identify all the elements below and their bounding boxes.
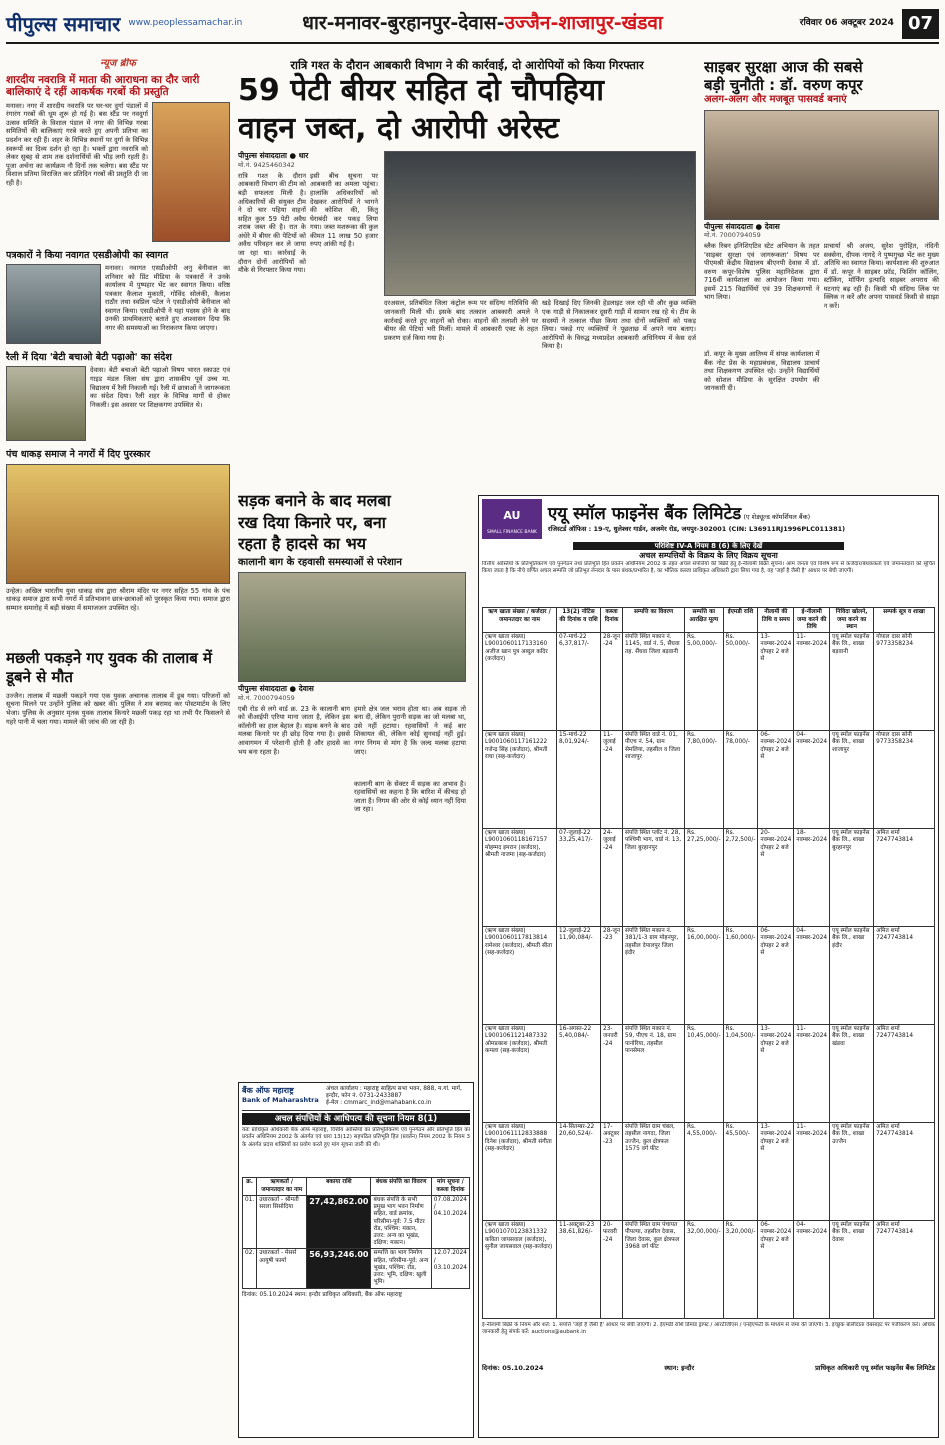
au-notice-title: अचल सम्पत्तियों के विक्रय के लिए विक्रय सूचना: [639, 551, 778, 561]
au-col: ई-नीलामी जमा करने की तिथि: [794, 608, 830, 633]
au-cell-place: एयू स्मॉल फाइनेंस बैंक लि., शाखा देवास: [830, 1221, 874, 1319]
au-cell-prop: संपत्ति स्थित मकान नं. 59, पीएच नं. 18, ग्राम पानोरिया, तहसील पानसेमल: [623, 1025, 685, 1123]
cyber-text-b: डॉ. कपूर के मुख्य आतिथ्य में संपन्न कार्यशाला में बैंक नोट प्रेस के महाप्रबंधक, विद्यालय प्राचार्य तथा शिक्षकगण उपस्थित रहे। उन्होंने विद्यार्थियों को सोशल मीडिया के सुरक्षित उपयोग की जानकारी दी।: [704, 350, 820, 393]
bom-intro: यतः प्राधिकृत अधिकारी बैंक ऑफ महाराष्ट्र, वित्तीय आस्तियों का प्रतिभूतिकरण एवं पुनर्गठन और प्रतिभूति हित का प्रवर्तन अधिनियम 2002 के अंतर्गत एवं धारा 13(12) सहपठित प्रतिभूति हित (प्रवर्तन) नियम 2002 के नियम 3 के अंतर्गत प्रदत्त शक्तियों का प्रयोग करते हुए मांग सूचना जारी की थी।: [242, 1127, 470, 1148]
rally-photo: [6, 366, 86, 441]
bom-office: अंचल कार्यालय : महाराष्ट्र साहित्य सभा भवन, 888, म.गां. मार्ग, इन्दौर, फोन नं. 0731-2433887: [326, 1086, 462, 1100]
au-rule: परिशिष्ट IV-A नियम 8 (6) के लिए देखें: [573, 542, 845, 551]
bom-amount: 27,42,862.00: [307, 1195, 371, 1249]
samaj-award-photo: [6, 464, 230, 584]
table-row: [483, 829, 935, 927]
bom-cell: बंधक संपत्ति के सभी प्रमुख भाग भवन निर्माण सहित, वार्ड क्रमांक, परिसीमा-पूर्व: 7.5 मीटर रोड, पश्चिम: मकान, उत्तर: अन्य का भूखंड, दक्षिण: मकान।: [371, 1195, 431, 1249]
road-subhead: कालानी बाग के रहवासी समस्याओं से परेशान: [238, 556, 402, 568]
story3-headline: रैली में दिया 'बेटी बचाओ बेटी पढ़ाओ' का संदेश: [6, 352, 172, 364]
road-text-c: कालानी बाग के सेक्टर में सड़क का अभाव है। रहवासियों का कहना है कि बारिश में कीचड़ हो जाता है। निगम की ओर से कोई ध्यान नहीं दिया जा रहा।: [354, 779, 466, 814]
au-cell-acct: (ऋण खाता संख्या) L9001061121487332 ओमप्रकाश (कर्जदार), श्रीमती कमला (सह-कर्जदार): [483, 1025, 557, 1123]
au-cell-place: एयू स्मॉल फाइनेंस बैंक लि., शाखा इंदौर: [830, 927, 874, 1025]
au-title: एयू स्मॉल फाइनेंस बैंक लिमिटेड: [547, 504, 742, 525]
au-cell-emd: Rs. 78,000/-: [723, 731, 758, 829]
au-col: ईएमडी राशि: [723, 608, 758, 633]
au-logo-sub: SMALL FINANCE BANK: [487, 530, 537, 535]
main-text-a: रात्रि गश्त के दौरान आबकारी विभाग की टीम को बड़ी सफलता मिली है। अधिकारियों की संयुक्त टीम ने दो चार पहिया वाहनों सहित कुल 59 पेटी अवैध शराब जब्त की है। रात के अंधेरे में बीयर की पेटियों को अवैध परिवहन कर ले जाया जा रहा था। कार्रवाई के दौरान दोनों आरोपियों को मौके से गिरफ्तार किया गया।: [238, 171, 306, 275]
au-cell-emd: Rs. 1,04,500/-: [723, 1025, 758, 1123]
au-cell-deposit: 11-नवम्बर-2024: [794, 1123, 830, 1221]
cities-main: धार-मनावर-बुरहानपुर-देवास-: [302, 12, 505, 35]
au-cell-contact[interactable]: अमित शर्मा 7247743814: [874, 1221, 935, 1319]
au-footer-date: दिनांक: 05.10.2024: [482, 1364, 544, 1373]
au-cell-place: एयू स्मॉल फाइनेंस बैंक लि., शाखा बड़वानी: [830, 633, 874, 731]
au-cell-acct: (ऋण खाता संख्या) L9001060117161222 गजेन्द्र सिंह (कर्जदार), श्रीमती राधा (सह-कर्जदार): [483, 731, 557, 829]
bom-col: क्र.: [243, 1178, 257, 1195]
table-row: [483, 1221, 935, 1319]
table-row: [243, 1195, 470, 1249]
au-cell-contact[interactable]: अमित शर्मा 7247743814: [874, 1123, 935, 1221]
au-col: ऋण खाता संख्या / कर्जदार / जमानतदार का नाम: [483, 608, 557, 633]
au-cell-emd: Rs. 50,000/-: [723, 633, 758, 731]
au-cell-acct: (ऋण खाता संख्या) L9001060118167157 मोहम्मद इमरान (कर्जदार), श्रीमती नाजमा (सह-कर्जदार): [483, 829, 557, 927]
story4-headline: पंच धाकड़ समाज ने नगरों में दिए पुरस्कार: [6, 449, 151, 461]
table-row: [483, 731, 935, 829]
page-number: 07: [902, 9, 939, 40]
au-reg-office: रजिस्टर्ड ऑफिस : 19-ए, धुलेश्वर गार्डन, अजमेर रोड, जयपुर-302001 (CIN: L36911RJ1996PLC011381): [547, 525, 846, 534]
au-cell-place: एयू स्मॉल फाइनेंस बैंक लि., शाखा शाजापुर: [830, 731, 874, 829]
au-cell-poss: 24-जुलाई -24: [601, 829, 623, 927]
story2-text: मनावर। नवागत एसडीओपी अनु बेनीवाल का शनिवार को प्रिंट मीडिया के पत्रकारों ने उनके कार्यालय में पुष्पहार भेंट कर स्वागत किया। वरिष्ठ पत्रकार कैलाश मुकाती, गोविंद सोलंकी, कैलाश राठौर तथा स्वप्निल पटेल ने एसडीओपी बेनीवाल को स्वागत किया। एसडीओपी ने यहां पदस्थ होने के बाद उनकी प्राथमिकताएं बताते हुए आश्वासन दिया कि नगर की समस्याओं का निराकरण किया जाएगा।: [105, 264, 230, 333]
au-cell-contact[interactable]: गोपाल दास सोनी 9773358234: [874, 731, 935, 829]
road-debris-photo: [238, 572, 466, 682]
story5-text: उज्जैन। तालाब में मछली पकड़ने गया एक युवक अचानक तालाब में डूब गया। परिजनों को सूचना मिलने पर उन्होंने पुलिस को खबर की। पुलिस ने शव बरामद कर पोस्टमार्टम के लिए भेजा। पुलिस के अनुसार मृतक युवक तालाब किनारे मछली पकड़ रहा था तभी पैर फिसलने से गहरे पानी में चला गया। मामले की जांच की जा रही है।: [6, 691, 230, 726]
cyber-workshop-photo: [704, 110, 939, 220]
story3-text: देवास। बेटी बचाओ बेटी पढ़ाओ विषय भारत स्काउट एवं गाइड मंडल जिला संघ द्वारा शासकीय पूर्व उच्च मा. विद्यालय में रैली निकाली गई। रैली में छात्राओं ने जागरूकता का संदेश दिया। रैली शहर के विभिन्न मार्गों से होकर निकली। इस अवसर पर शिक्षकगण उपस्थित थे।: [90, 366, 230, 409]
bom-footer: दिनांक: 05.10.2024 स्थान: इन्दौर प्राधिकृत अधिकारी, बैंक ऑफ महाराष्ट्र: [242, 1291, 402, 1298]
main-kicker: रात्रि गश्त के दौरान आबकारी विभाग ने की कार्रवाई, दो आरोपियों को किया गिरफ्तार: [290, 58, 644, 72]
au-cell-acct: (ऋण खाता संख्या) L9001070123831332 कविता जायसवाल (कर्जदार), सुनील जायसवाल (सह-कर्जदार): [483, 1221, 557, 1319]
main-text-c: दरअसल, प्रतिबंधित जिला कंट्रोल रूम पर संदिग्ध गतिविधि की जानकारी मिली थी। इसके बाद तत्काल आबकारी अमले ने कार्रवाई करते हुए वाहनों को रोका। वाहनों की तलाशी लेने पर बीयर की पेटियां भरी मिलीं। मामले में आबकारी एक्ट के तहत प्रकरण दर्ज किया गया है।: [384, 299, 538, 342]
bom-cell: 02.: [243, 1249, 257, 1288]
au-table: [482, 607, 935, 1319]
au-cell-contact[interactable]: अमित शर्मा 7247743814: [874, 829, 935, 927]
au-footer-sign: प्राधिकृत अधिकारी एयू स्मॉल फाइनेंस बैंक लिमिटेड: [815, 1364, 935, 1373]
au-cell-notice: 11-अक्टूबर-23 38,61,826/-: [557, 1221, 601, 1319]
au-cell-notice: 07-जुलाई-22 33,25,417/-: [557, 829, 601, 927]
bom-name-en: Bank of Maharashtra: [242, 1096, 319, 1104]
au-cell-contact[interactable]: अमित शर्मा 7247743814: [874, 927, 935, 1025]
au-cell-deposit: 04-नवम्बर-2024: [794, 1221, 830, 1319]
road-text-b: हमारे क्षेत्र जल भराव होता था। अब सड़क तो बना दी, लेकिन पुरानी सड़क का जो मलबा था, उसे नहीं हटाया। रहवासियों ने कई बार शिकायत की, लेकिन कोई सुनवाई नहीं हुई। नगर निगम से मांग है कि जल्द मलबा हटाया जाए।: [354, 704, 466, 756]
bom-amount: 56,93,246.00: [307, 1249, 371, 1288]
section-cities: [302, 12, 663, 36]
au-cell-emd: Rs. 45,500/-: [723, 1123, 758, 1221]
bom-cell: सम्पत्ति का भाग निर्माण सहित, परिसीमा-पूर्व: अन्य भूखंड, पश्चिम: रोड, उत्तर: भूमि, दक्षिण: खुली भूमि।: [371, 1249, 431, 1288]
au-cell-reserve: Rs. 27,25,000/-: [685, 829, 724, 927]
bom-col: बंधक संपत्ति का विवरण: [371, 1178, 431, 1195]
au-cell-reserve: Rs. 5,00,000/-: [685, 633, 724, 731]
bom-cell: उधारकर्ता - मेसर्स आयुषी फार्मा: [257, 1249, 307, 1288]
au-cell-prop: संपत्ति स्थित वार्ड नं. 01, पीएच नं. 54, ग्राम सेमलिया, तहसील व जिला शाजापुर: [623, 731, 685, 829]
au-cell-acct: (ऋण खाता संख्या) L9001060117133160 अजीज खान पुत्र अब्दुल कदिर (कर्जदार): [483, 633, 557, 731]
cyber-byline: पीपुल्स संवाददाता ● देवास: [704, 221, 780, 231]
bank-of-maharashtra-notice: [238, 1082, 474, 1438]
au-bank-notice: [478, 495, 939, 1438]
au-cell-poss: 17-अक्टूबर -23: [601, 1123, 623, 1221]
website-url[interactable]: www.peoplessamachar.in: [128, 18, 243, 29]
au-col: सम्पर्क सूत्र व शाखा: [874, 608, 935, 633]
cyber-story: [704, 58, 939, 488]
road-headline-line1: सड़क बनाने के बाद मलबा: [238, 491, 391, 510]
au-cell-place: एयू स्मॉल फाइनेंस बैंक लि., शाखा उज्जैन: [830, 1123, 874, 1221]
seized-beer-photo: [384, 151, 696, 296]
au-cell-acct: (ऋण खाता संख्या) L9001061112833888 दिनेश (कर्जदार), श्रीमती संगीता (सह-कर्जदार): [483, 1123, 557, 1221]
bom-col: मांग सूचना / कब्जा दिनांक: [431, 1178, 469, 1195]
main-text-b: इसी बीच सूचना पर आबकारी का अमला पहुंचा। हालांकि अधिकारियों को देखकर आरोपियों ने भागने की कोशिश की, किंतु घेराबंदी कर पकड़ लिया गया। जब्त मशरूका की कुल कीमत 11 लाख 50 हजार रुपए आंकी गई है।: [310, 171, 378, 249]
news-brief-label: न्यूज ब्रीफ: [100, 58, 136, 69]
au-cell-auction: 06-नवम्बर-2024 दोपहर 2 बजे से: [758, 1221, 794, 1319]
main-phone: मो.नं. 9425460342: [238, 160, 295, 169]
table-row: [483, 633, 935, 731]
bom-cell: 01.: [243, 1195, 257, 1249]
au-cell-place: एयू स्मॉल फाइनेंस बैंक लि., शाखा बुरहानपुर: [830, 829, 874, 927]
au-cell-emd: Rs. 3,20,000/-: [723, 1221, 758, 1319]
newspaper-logo: पीपुल्स समाचार: [6, 11, 121, 36]
masthead: [6, 6, 939, 44]
au-cell-deposit: 04-नवम्बर-2024: [794, 927, 830, 1025]
issue-date: रविवार 06 अक्टूबर 2024: [799, 18, 894, 29]
au-cell-auction: 20-नवम्बर-2024 दोपहर 2 बजे से: [758, 829, 794, 927]
au-logo-icon: AU: [498, 502, 526, 530]
cyber-subhead: अलग-अलग और मजबूत पासवर्ड बनाएं: [704, 94, 847, 105]
au-cell-acct: (ऋण खाता संख्या) L9001060117813814 रामेश्वर (कर्जदार), श्रीमती सीता (सह-कर्जदार): [483, 927, 557, 1025]
au-cell-auction: 06-नवम्बर-2024 दोपहर 2 बजे से: [758, 731, 794, 829]
au-col: नीलामी की तिथि व समय: [758, 608, 794, 633]
au-cell-deposit: 11-नवम्बर-2024: [794, 1025, 830, 1123]
main-headline-line1: 59 पेटी बीयर सहित दो चौपहिया: [238, 73, 604, 109]
au-cell-reserve: Rs. 7,80,000/-: [685, 731, 724, 829]
au-logo: [482, 499, 542, 539]
au-cell-notice: 16-अगस्त-22 5,40,084/-: [557, 1025, 601, 1123]
au-cell-poss: 28-जून -23: [601, 927, 623, 1025]
au-terms: ई-नीलामी बिक्री के नियम और शर्तें: 1. संपत्ति 'जहाँ है जैसी है' आधार पर बेची जाएगी। 2. ईएमडी राशि डिमांड ड्राफ्ट / आरटीजीएस / एनईएफटी के माध्यम से जमा की जाएगी। 3. इच्छुक बोलीदाता वेबसाइट पर पंजीकरण करें। अधिक जानकारी हेतु संपर्क करें: auctions@aubank.in: [482, 1322, 935, 1336]
au-cell-poss: 28-जून -24: [601, 633, 623, 731]
story1-text: मनावर। नगर में शारदीय नवरात्रि पर घर-घर दुर्गा पंडालों में रंगारंग गरबों की धूम शुरू हो गई है। बस स्टैंड पर नवदुर्गा उत्सव समिति के विशाल पंडाल में नगर की विभिन्न गरबा समितियों की बालिकाएं गरबे करते हुए अपनी प्रतिभा का प्रदर्शन कर रही हैं। शहर के विभिन्न स्थानों पर दुर्गा के विभिन्न स्वरूपों का दिव्य दर्शन हो रहा है। भक्तों द्वारा नवरात्रि को लेकर सुबह से शाम तक दर्शनार्थियों की भीड़ लगी रहती है। पूजा अर्चना का कार्यक्रम नौ दिनों तक चलेगा। बस स्टैंड पर विशाल प्रतिमा विराजित कर प्रतिदिन गरबों की प्रस्तुति दी जा रही है।: [6, 101, 148, 187]
bom-table: [242, 1177, 470, 1288]
au-col: निविदा खोलने, जमा करने का स्थान: [830, 608, 874, 633]
bom-cell: 07.08.2024 / 04.10.2024: [431, 1195, 469, 1249]
press-meet-photo: [6, 264, 101, 344]
bom-notice-title: अचल संपत्तियों के आधिपत्य की सूचना नियम 8(1): [242, 1113, 470, 1126]
au-cell-auction: 13-नवम्बर-2024 दोपहर 2 बजे से: [758, 1025, 794, 1123]
story2-headline: पत्रकारों ने किया नवागत एसडीओपी का स्वागत: [6, 249, 169, 261]
au-cell-reserve: Rs. 10,45,000/-: [685, 1025, 724, 1123]
table-row: [243, 1249, 470, 1288]
au-col: कब्जा दिनांक: [601, 608, 623, 633]
road-headline-line3: रहता है हादसे का भय: [238, 534, 366, 554]
road-story: [238, 490, 466, 870]
au-cell-contact[interactable]: अमित शर्मा 7247743814: [874, 1025, 935, 1123]
bom-email: ई-मेल : cmmarc_ind@mahabank.co.in: [326, 1100, 432, 1107]
cities-highlight: उज्जैन-शाजापुर-खंडवा: [504, 12, 663, 35]
road-phone: मो.नं. 7000794059: [238, 693, 295, 702]
road-byline: पीपुल्स संवाददाता ● देवास: [238, 684, 314, 694]
au-cell-prop: संपत्ति स्थित मकान नं. 1145, वार्ड नं. 5, सैंधवा तह. सैंधवा जिला बड़वानी: [623, 633, 685, 731]
au-col: 13(2) नोटिस की दिनांक व राशि: [557, 608, 601, 633]
au-cell-poss: 23-जनवरी -24: [601, 1025, 623, 1123]
cyber-headline-line2: बड़ी चुनौती : डॉ. वरुण कपूर: [704, 76, 863, 94]
au-cell-prop: संपत्ति स्थित प्लॉट नं. 28, पश्चिमी भाग, वार्ड नं. 13, जिला बुरहानपुर: [623, 829, 685, 927]
au-cell-place: एयू स्मॉल फाइनेंस बैंक लि., शाखा खंडवा: [830, 1025, 874, 1123]
au-title-suffix: (ए शेड्यूल्ड कॉमर्शियल बैंक): [743, 513, 811, 522]
road-text-a: एबी रोड से लगे वार्ड क्र. 23 के कालानी बाग को वीआईपी एरिया माना जाता है, लेकिन इस कॉलोनी का हाल बेहाल है। सड़क बनने के बाद मलबा किनारे पर ही छोड़ दिया गया है। इससे आवागमन में परेशानी होती है और हादसे का भय बना रहता है।: [238, 704, 350, 756]
road-headline-line2: रख दिया किनारे पर, बना: [238, 512, 386, 532]
au-cell-reserve: Rs. 32,00,000/-: [685, 1221, 724, 1319]
au-cell-poss: 20-फरवरी -24: [601, 1221, 623, 1319]
au-footer-place: स्थान: इन्दौर: [664, 1364, 695, 1373]
bom-cell: उधारकर्ता - श्रीमती सरला सिसोदिया: [257, 1195, 307, 1249]
bom-col: बकाया राशि: [307, 1178, 371, 1195]
bom-cell: 12.07.2024 / 03.10.2024: [431, 1249, 469, 1288]
left-column: [6, 58, 230, 1438]
au-cell-emd: Rs. 2,72,500/-: [723, 829, 758, 927]
main-headline-line2: वाहन जब्त, दो आरोपी अरेस्ट: [238, 110, 560, 146]
au-cell-prop: संपत्ति स्थित ग्राम चंबल, तहसील नागदा, जिला उज्जैन, कुल क्षेत्रफल 1575 वर्ग फीट: [623, 1123, 685, 1221]
bom-col: ऋणकर्ता / जमानतदार का नाम: [257, 1178, 307, 1195]
table-row: [483, 927, 935, 1025]
table-row: [483, 1025, 935, 1123]
bom-name-hi: बैंक ऑफ महाराष्ट्र: [242, 1086, 294, 1095]
main-story: [238, 58, 696, 478]
au-cell-emd: Rs. 1,60,000/-: [723, 927, 758, 1025]
cyber-phone: मो.नं. 7000794059: [704, 230, 761, 239]
au-intro: वित्तीय आस्तियों के प्रतिभूतिकरण एवं पुनर्गठन तथा प्रतिभूति हित प्रवर्तन अधिनियम 2002 के तहत अचल संपत्तियों की बिक्री हेतु ई-नीलामी बिक्री सूचना। आम जनता एवं विशेष रूप से कर्जदार/बंधककर्ता एवं जमानतदारों को सूचित किया जाता है कि नीचे वर्णित अचल सम्पत्ति जो प्रतिभूत लेनदार के पास बंधक/प्रभारित है, का भौतिक कब्जा प्राधिकृत अधिकारी द्वारा लिया गया है, वह 'जहाँ है जैसी है' आधार पर बेची जाएगी।: [482, 561, 935, 575]
au-cell-reserve: Rs. 16,00,000/-: [685, 927, 724, 1025]
cyber-headline-line1: साइबर सुरक्षा आज की सबसे: [704, 58, 863, 76]
main-byline: पीपुल्स संवाददाता ● धार: [238, 151, 309, 161]
au-cell-deposit: 18-नवम्बर-2024: [794, 829, 830, 927]
au-cell-prop: संपत्ति स्थित मकान नं. 381/1-3 ग्राम मोहनपुर, तहसील देपालपुर जिला इंदौर: [623, 927, 685, 1025]
au-cell-prop: संपत्ति स्थित ग्राम पंचायत पीपल्या, तहसील देवास, जिला देवास, कुल क्षेत्रफल 3968 वर्ग फीट: [623, 1221, 685, 1319]
durga-idol-photo: [152, 102, 230, 242]
au-cell-reserve: Rs. 4,55,000/-: [685, 1123, 724, 1221]
au-cell-auction: 13-नवम्बर-2024 दोपहर 2 बजे से: [758, 633, 794, 731]
cyber-text-a: ब्लैक रिबन इनिशिएटिव स्टेट अभियान के तहत 'साइबर सुरक्षा एवं जागरूकता' विषय पर पीएमश्री केंद्रीय विद्यालय बीएनपी देवास में डॉ. वरुण कपूर-विशेष पुलिस महानिदेशक द्वारा 716वीं कार्यशाला का आयोजन किया गया। इसमें 215 विद्यार्थियों एवं 39 शिक्षकगणों ने भाग लिया।: [704, 242, 820, 302]
au-cell-notice: 14-सितम्बर-22 20,60,524/-: [557, 1123, 601, 1221]
au-cell-notice: 15-मार्च-22 8,01,924/-: [557, 731, 601, 829]
au-cell-auction: 13-नवम्बर-2024 दोपहर 2 बजे से: [758, 1123, 794, 1221]
story5-headline: मछली पकड़ने गए युवक की तालाब में डूबने से मौत: [6, 648, 212, 687]
au-cell-poss: 11-जुलाई -24: [601, 731, 623, 829]
au-cell-notice: 07-मार्च-22 6,37,817/-: [557, 633, 601, 731]
au-col: सम्पत्ति का आरक्षित मूल्य: [685, 608, 724, 633]
story4-text: उन्हेल। अखिल भारतीय युवा धाकड़ संघ द्वारा श्रीराम मंदिर पर नगर सहित 55 गांव के पंच धाकड़ समाज द्वारा सभी नगरों में प्रतिभावान छात्र-छात्राओं को पुरस्कृत किया गया। समाज द्वारा सम्मान समारोह में बड़ी संख्या में समाजजन उपस्थित रहे।: [6, 586, 230, 612]
main-text-d: खड़े दिखाई दिए जिनकी हेडलाइट जल रही थी और कुछ व्यक्ति एक गाड़ी से निकालकर दूसरी गाड़ी में सामान रख रहे थे। टीम के सदस्यों ने तत्काल पीछा किया तथा दोनों व्यक्तियों को पकड़ लिया। पकड़े गए व्यक्तियों ने पूछताछ में अपने नाम बताए। आरोपियों के विरुद्ध मध्यप्रदेश आबकारी अधिनियम में केस दर्ज किया है।: [542, 299, 696, 351]
au-col: सम्पत्ति का विवरण: [623, 608, 685, 633]
au-cell-deposit: 04-नवम्बर-2024: [794, 731, 830, 829]
table-row: [483, 1123, 935, 1221]
story1-headline: शारदीय नवरात्रि में माता की आराधना का दौर जारी बालिकाएं दे रहीं आकर्षक गरबों की प्रस्तुति: [6, 73, 200, 99]
au-cell-auction: 06-नवम्बर-2024 दोपहर 2 बजे से: [758, 927, 794, 1025]
au-cell-contact[interactable]: गोपाल दास सोनी 9773358234: [874, 633, 935, 731]
cyber-text-c: प्राचार्या श्री अजय, सुरेश पुरोहित, नंदिनी सक्सेना, दीपक नागदे ने पुष्पगुच्छ भेंट कर मुख्य अतिथि का स्वागत किया। कार्यशाला की शुरुआत में डॉ. कपूर ने साइबर फ्रॉड, फिशिंग कॉलिंग, स्टॉकिंग, मॉर्फिंग इत्यादि साइबर अपराध की घटनाएं बढ़ रही हैं। किसी भी संदिग्ध लिंक पर क्लिक न करें और अपना पासवर्ड किसी से साझा न करें।: [823, 242, 939, 310]
au-cell-deposit: 11-नवम्बर-2024: [794, 633, 830, 731]
au-cell-notice: 12-जुलाई-22 11,90,084/-: [557, 927, 601, 1025]
